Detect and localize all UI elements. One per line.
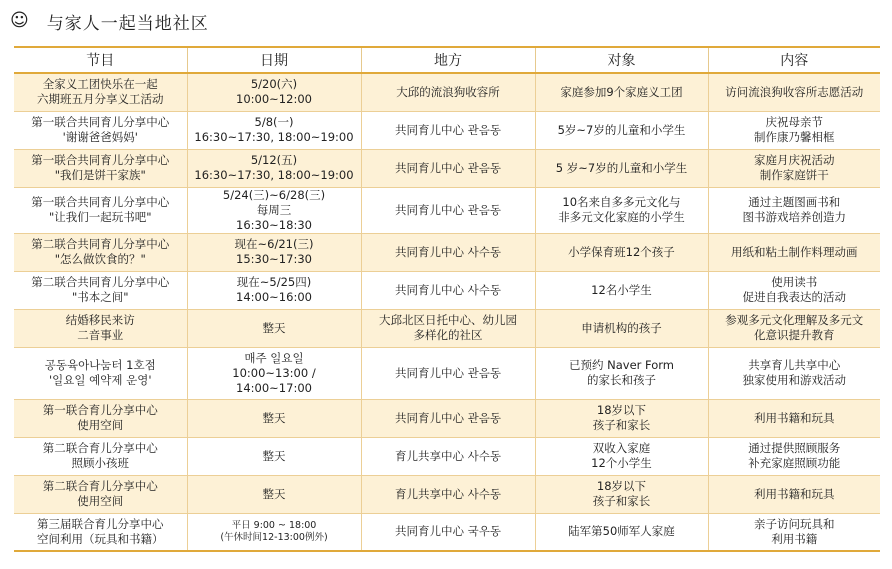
content-cell (708, 271, 880, 309)
target-cell-line: 孩子和家长 (592, 494, 651, 508)
target-cell (535, 73, 708, 111)
place-cell-line: 共同育儿中心 관음동 (395, 365, 501, 380)
content-cell-line: 访问流浪狗收容所志愿活动 (725, 84, 864, 99)
date-cell (187, 347, 361, 399)
date-cell-line: 10:00~12:00 (236, 92, 312, 107)
program-cell-line: 照顾小孩班 (71, 456, 129, 470)
content-cell (708, 309, 880, 347)
date-cell-line: 现在~6/21(三) (234, 237, 314, 251)
program-cell (14, 513, 187, 551)
program-cell-line: 结婚移民来访 (65, 313, 135, 327)
date-cell-line: 整天 (262, 448, 286, 463)
smiley-icon: ☺ (10, 10, 29, 31)
content-cell-line: 补充家庭照顾功能 (748, 456, 841, 470)
program-cell-line: 六期班五月分享义工活动 (37, 92, 164, 107)
content-cell-line: 利用书籍和玩具 (754, 410, 835, 425)
date-cell (187, 271, 361, 309)
target-cell (535, 271, 708, 309)
program-cell-line: '谢谢爸爸妈妈' (62, 130, 138, 144)
program-cell-line: "让我们一起玩书吧" (48, 210, 152, 224)
date-cell-line: 16:30~17:30, 18:00~19:00 (194, 130, 354, 144)
place-cell-line: 共同育儿中心 관음동 (395, 122, 501, 137)
place-cell-line: 大邱北区日托中心、幼儿园 (379, 313, 517, 327)
place-cell (361, 309, 535, 347)
date-cell-line: 5/20(六) (250, 77, 298, 92)
content-cell (708, 347, 880, 399)
target-cell-line: 已预约 Naver Form (568, 358, 675, 372)
place-cell-line: 共同育儿中心 사수동 (395, 244, 501, 259)
target-cell-line: 12名小学生 (591, 282, 652, 297)
table-row (14, 111, 880, 149)
table-row (14, 309, 880, 347)
content-cell-line: 庆祝母亲节 (765, 115, 823, 129)
target-cell (535, 513, 708, 551)
date-cell-line: 整天 (262, 486, 286, 501)
content-cell (708, 111, 880, 149)
place-cell (361, 73, 535, 111)
place-cell (361, 111, 535, 149)
target-cell-line: 双收入家庭 (592, 441, 651, 455)
content-cell (708, 187, 880, 233)
place-cell-line: 共同育儿中心 국우동 (395, 524, 501, 539)
program-cell-line: 二音事业 (77, 328, 124, 342)
date-cell-line: 16:30~18:30 (236, 217, 312, 232)
target-cell-line: 家庭参加9个家庭义工团 (560, 84, 683, 99)
content-cell-line: 促进自我表达的活动 (742, 290, 846, 304)
program-cell (14, 149, 187, 187)
program-cell-line: 第一联合共同育儿分享中心 (31, 153, 170, 167)
table-row (14, 399, 880, 437)
target-cell-line: 孩子和家长 (592, 418, 651, 432)
program-cell-line: 第一联合共同育儿分享中心 (31, 115, 170, 129)
header-date: 日期 (187, 47, 361, 73)
content-cell (708, 233, 880, 271)
date-cell-line: 16:30~17:30, 18:00~19:00 (194, 168, 354, 182)
target-cell (535, 437, 708, 475)
date-cell (187, 111, 361, 149)
program-cell (14, 309, 187, 347)
program-cell-line: 第二联合育儿分享中心 (42, 479, 158, 493)
program-cell-line: '일요일 예약제 운영' (48, 373, 152, 387)
table-body (14, 73, 880, 551)
program-cell-line: 第一联合共同育儿分享中心 (31, 195, 170, 209)
date-cell-line: 14:00~17:00 (236, 380, 312, 395)
target-cell-line: 的家长和孩子 (587, 373, 656, 387)
place-cell-line: 共同育儿中心 관음동 (395, 410, 501, 425)
date-cell-line: (午休时间12-13:00例外) (220, 531, 328, 543)
table-row (14, 271, 880, 309)
content-cell-line: 化意识提升教育 (754, 328, 835, 342)
target-cell-line: 小学保育班12个孩子 (568, 244, 675, 259)
header-row (14, 47, 880, 73)
date-cell (187, 475, 361, 513)
place-cell-line: 共同育儿中心 관음동 (395, 202, 501, 217)
place-cell (361, 149, 535, 187)
program-cell-line: 第二联合共同育儿分享中心 (31, 237, 170, 251)
table-row (14, 73, 880, 111)
program-cell (14, 399, 187, 437)
program-cell (14, 233, 187, 271)
content-cell-line: 利用书籍 (771, 531, 818, 546)
place-cell (361, 187, 535, 233)
target-cell (535, 399, 708, 437)
place-cell-line: 育儿共享中心 사수동 (395, 448, 501, 463)
date-cell-line: 14:00~16:00 (236, 290, 312, 304)
table-row (14, 233, 880, 271)
table-header (14, 47, 880, 73)
target-cell-line: 18岁以下 (596, 403, 647, 417)
date-cell (187, 309, 361, 347)
target-cell-line: 申请机构的孩子 (581, 320, 662, 335)
program-cell-line: 全家义工团快乐在一起 (42, 77, 158, 92)
date-cell-line: 5/12(五) (250, 153, 298, 167)
program-cell-line: "书本之间" (71, 290, 129, 304)
place-cell (361, 475, 535, 513)
program-cell (14, 475, 187, 513)
program-cell-line: 第二联合育儿分享中心 (42, 441, 158, 455)
header-program: 节目 (14, 47, 187, 73)
date-cell (187, 437, 361, 475)
target-cell (535, 149, 708, 187)
program-cell-line: 空间利用（玩具和书籍） (37, 531, 164, 546)
content-cell-line: 图书游戏培养创造力 (742, 210, 846, 224)
place-cell (361, 513, 535, 551)
content-cell-line: 通过主题图画书和 (748, 195, 841, 209)
date-cell-line: 每周三 (256, 202, 292, 217)
content-cell (708, 513, 880, 551)
program-cell-line: "怎么做饮食的？" (54, 252, 146, 266)
place-cell-line: 多样化的社区 (413, 328, 483, 342)
date-cell (187, 513, 361, 551)
content-cell-line: 利用书籍和玩具 (754, 486, 835, 501)
program-cell (14, 73, 187, 111)
date-cell-line: 现在~5/25四) (236, 275, 312, 289)
place-cell (361, 233, 535, 271)
table-row (14, 187, 880, 233)
program-cell-line: 使用空间 (77, 418, 124, 432)
content-cell (708, 73, 880, 111)
place-cell (361, 347, 535, 399)
date-cell-line: 整天 (262, 320, 286, 335)
table-row (14, 149, 880, 187)
date-cell-line: 매주 일요일 (244, 350, 304, 365)
date-cell-line: 5/8(一) (254, 115, 294, 129)
header-content: 内容 (708, 47, 880, 73)
content-cell-line: 亲子访问玩具和 (754, 516, 835, 531)
program-cell-line: 공동육아나눔터 1호점 (44, 358, 156, 372)
content-cell (708, 399, 880, 437)
target-cell-line: 5 岁~7岁的儿童和小学生 (555, 160, 688, 175)
place-cell-line: 育儿共享中心 사수동 (395, 486, 501, 501)
header-place: 地方 (361, 47, 535, 73)
program-cell-line: 第二联合共同育儿分享中心 (31, 275, 170, 289)
page-title: 与家人一起当地社区 (46, 13, 209, 34)
program-cell (14, 111, 187, 149)
table-row (14, 513, 880, 551)
target-cell-line: 10名来自多多元文化与 (562, 195, 681, 209)
date-cell (187, 399, 361, 437)
page-title-row (10, 8, 209, 34)
content-cell-line: 家庭月庆祝活动 (754, 153, 835, 167)
date-cell-line: 15:30~17:30 (236, 252, 312, 266)
program-cell-line: 第一联合育儿分享中心 (42, 403, 158, 417)
program-cell-line: 第三届联合育儿分享中心 (37, 516, 164, 531)
place-cell (361, 437, 535, 475)
target-cell-line: 陆军第50师军人家庭 (568, 524, 675, 539)
content-cell-line: 参观多元文化理解及多元文 (725, 313, 864, 327)
program-cell-line: 使用空间 (77, 494, 124, 508)
date-cell-line: 整天 (262, 410, 286, 425)
date-cell-line: 5/24(三)~6/28(三) (222, 187, 326, 202)
content-cell (708, 149, 880, 187)
table-row (14, 347, 880, 399)
target-cell (535, 111, 708, 149)
content-cell-line: 通过提供照顾服务 (748, 441, 841, 455)
content-cell-line: 独家使用和游戏活动 (742, 373, 846, 387)
target-cell-line: 18岁以下 (596, 479, 647, 493)
place-cell (361, 271, 535, 309)
place-cell-line: 共同育儿中心 사수동 (395, 282, 501, 297)
table-row (14, 437, 880, 475)
program-cell (14, 187, 187, 233)
content-cell-line: 制作家庭饼干 (759, 168, 829, 182)
date-cell (187, 149, 361, 187)
target-cell (535, 309, 708, 347)
target-cell-line: 12个小学生 (591, 456, 652, 470)
program-cell (14, 347, 187, 399)
date-cell-line: 10:00~13:00 / (232, 365, 316, 380)
content-cell-line: 制作康乃馨相框 (754, 130, 835, 144)
target-cell-line: 5岁~7岁的儿童和小学生 (557, 122, 686, 137)
target-cell (535, 187, 708, 233)
place-cell (361, 399, 535, 437)
table-row (14, 475, 880, 513)
content-cell (708, 437, 880, 475)
content-cell-line: 使用读书 (771, 275, 818, 289)
date-cell (187, 233, 361, 271)
content-cell-line: 共享育儿共享中心 (748, 358, 841, 372)
target-cell (535, 233, 708, 271)
program-cell-line: "我们是饼干家族" (54, 168, 146, 182)
date-cell-line: 平日 9:00 ~ 18:00 (231, 519, 317, 531)
program-cell (14, 271, 187, 309)
header-target: 对象 (535, 47, 708, 73)
program-schedule-table (14, 46, 880, 552)
place-cell-line: 共同育儿中心 관음동 (395, 160, 501, 175)
target-cell-line: 非多元文化家庭的小学生 (558, 210, 685, 224)
target-cell (535, 475, 708, 513)
program-cell (14, 437, 187, 475)
content-cell-line: 用纸和粘土制作料理动画 (731, 244, 858, 259)
place-cell-line: 大邱的流浪狗收容所 (396, 84, 500, 99)
date-cell (187, 187, 361, 233)
content-cell (708, 475, 880, 513)
target-cell (535, 347, 708, 399)
date-cell (187, 73, 361, 111)
